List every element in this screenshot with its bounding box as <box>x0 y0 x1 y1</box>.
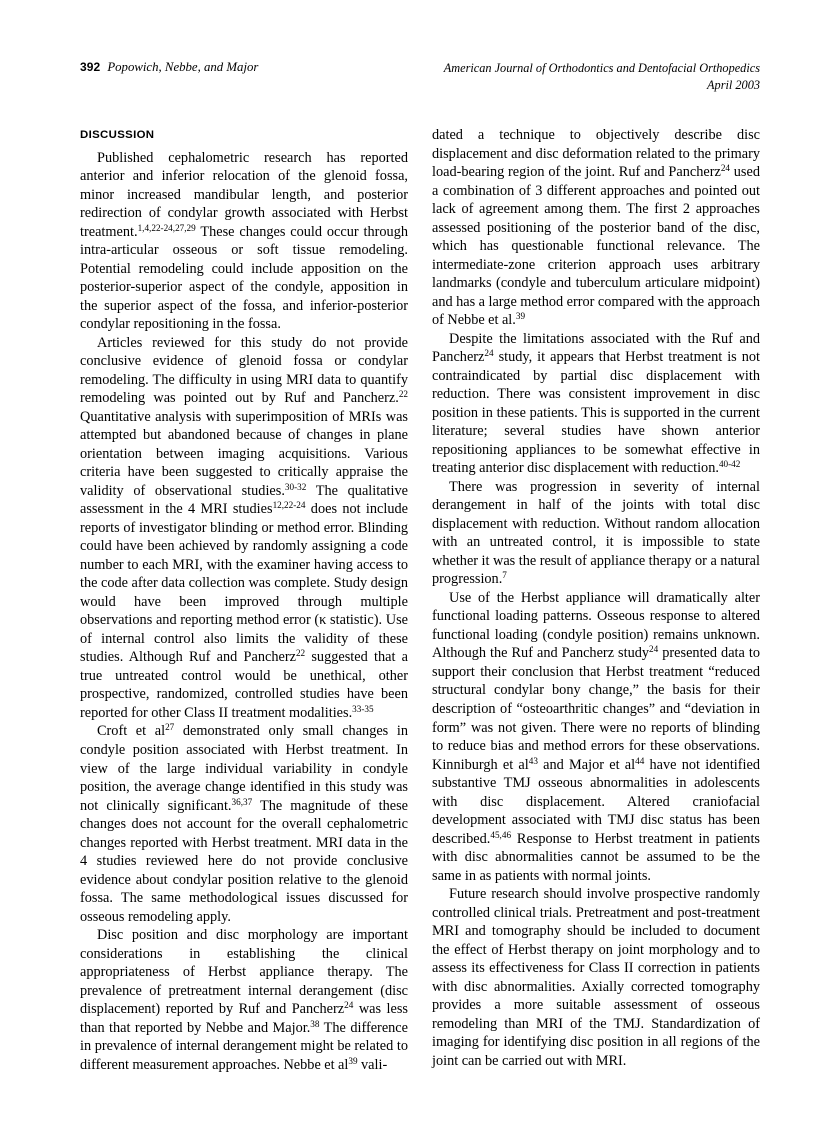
reference-superscript: 44 <box>635 755 645 766</box>
paragraph-r5: Future research should involve prospective randomly controlled clinical trials. Pretreatment and post-treatment MRI and tomography should be included to document the effect of Herbst therapy on joint morphology and to assess its effectiveness for Class II correction in patients with disc abnormalities. Axially corrected tomography provides a more suitable assessment of osseous remodeling than MRI of the TMJ. Standardization of imaging for identifying disc position in all regions of the joint can be carried out with MRI. <box>432 886 760 1069</box>
reference-superscript: 22 <box>295 648 306 659</box>
reference-superscript: 7 <box>502 570 507 581</box>
running-head-authors: Popowich, Nebbe, and Major <box>107 60 259 74</box>
journal-title: American Journal of Orthodontics and Dentofacial Orthopedics <box>443 61 760 75</box>
right-column <box>432 126 761 1069</box>
reference-superscript: 24 <box>720 163 731 174</box>
reference-superscript: 1,4,22-24,27,29 <box>137 222 196 233</box>
reference-superscript: 36,37 <box>231 796 253 807</box>
right-column-paragraphs <box>432 126 760 1070</box>
section-heading-discussion: DISCUSSION <box>80 129 155 141</box>
reference-superscript: 43 <box>528 755 538 766</box>
paragraph-r1: dated a technique to objectively describe disc displacement and disc deformation related to the primary load-bearing region of the joint. Ruf and Pancherz$^{24}$ used a combination of 3 different approaches and pointed out lack of agreement among them. The first 2 approaches assessed positioning of the posterior band of the disc, which has questionable functional relevance. The intermediate-zone criterion approach uses arbitrary landmarks (condyle and tuberculum articulare midpoint) and has a large method error compared with the approach of Nebbe et al.$^{39}$ <box>432 127 760 329</box>
reference-superscript: 39 <box>515 311 526 322</box>
reference-superscript: 40-42 <box>718 459 741 470</box>
reference-superscript: 39 <box>348 1055 358 1066</box>
running-head <box>80 60 760 106</box>
paragraph-r4: Use of the Herbst appliance will dramatically alter functional loading patterns. Osseous response to altered functional loading (condyle position) remains unknown. Although the Ruf and Pancherz study$^{24}$ presented data to support their conclusion that Herbst treatment “reduced structural condylar bony change,” the basis for their description of “osteoarthritic changes” and “deviation in form” was not given. There were no reports of blinding to reduce bias and method errors for these observations. Kinniburgh et $al^{43}$ and Major et $al^{44}$ have not identified substantive TMJ osseous abnormalities in adolescents with disc displacement. Altered craniofacial development associated with TMJ disc status has been described.$^{45,46}$ Response to Herbst treatment in patients with disc abnormalities cannot be assumed to be the same in as patients with normal joints. <box>432 589 761 884</box>
running-head-left <box>80 60 258 75</box>
reference-superscript: 45,46 <box>490 829 512 840</box>
reference-superscript: 27 <box>165 722 175 733</box>
left-column-paragraphs <box>80 149 408 1075</box>
reference-superscript: 12,22-24 <box>272 500 306 511</box>
two-column-body <box>80 126 761 1073</box>
running-head-right <box>444 60 760 93</box>
paragraph-p4: Disc position and disc morphology are important considerations in establishing the clinical appropriateness of Herbst appliance therapy. The prevalence of pretreatment internal derangement (disc displacement) reported by Ruf and Pancherz$^{24}$ was less than that reported by Nebbe and Major.$^{38}$ The difference in prevalence of internal derangement might be related to different measurement approaches. Nebbe et $al^{39}$ vali- <box>80 927 409 1073</box>
reference-superscript: 24 <box>344 1000 354 1011</box>
paragraph-r3: There was progression in severity of internal derangement in half of the joints with total disc displacement with reduction. Without random allocation with an untreated control, it is impossible to state whether it was the result of appliance therapy or a natural progression.$^7$ <box>432 478 760 588</box>
reference-superscript: 22 <box>398 389 408 400</box>
left-column <box>80 126 409 1073</box>
reference-superscript: 30-32 <box>284 482 307 492</box>
reference-superscript: 24 <box>484 348 494 359</box>
paragraph-p3: Croft et $al^{27}$ demonstrated only small changes in condyle position associated with Herbst treatment. In view of the large individual variability in condyle position, the average change identified in this study was not clinically significant.$^{36,37}$ The magnitude of these changes does not account for the overall cephalometric changes reported with Herbst treatment. MRI data in the 4 studies reviewed here do not provide conclusive evidence about condylar position relative to the glenoid fossa. The same methodological issues discussed for osseous remodeling apply. <box>80 722 408 925</box>
issue-date: April 2003 <box>707 77 760 92</box>
page-number: 392 <box>80 60 101 74</box>
reference-superscript: 24 <box>649 644 659 655</box>
paragraph-r2: Despite the limitations associated with the Ruf and Pancherz$^{24}$ study, it appears that Herbst treatment is not contraindicated by partial disc displacement with reduction. There was consistent improvement in disc position in these patients. This is supported in the current literature; several studies have shown anterior repositioning appliances to be somewhat effective in treating anterior disc displacement with reduction.$^{40-42}$ <box>432 330 760 477</box>
reference-superscript: 38 <box>310 1018 320 1029</box>
paragraph-p1: Published cephalometric research has reported anterior and inferior relocation of the glenoid fossa, minor increased mandibular length, and posterior redirection of condylar growth associated with Herbst treatment.$^{1,4,22-24,27,29}$ These changes could occur through intra-articular osseous or soft tissue remodeling. Potential remodeling could include apposition on the posterior-superior aspect of the condyle, apposition in the superior aspect of the fossa, and inferior-posterior condylar repositioning in the fossa. <box>80 149 408 333</box>
paragraph-p2: Articles reviewed for this study do not provide conclusive evidence of glenoid fossa or condylar remodeling. The difficulty in using MRI data to quantify remodeling was pointed out by Ruf and Pancherz.$^{22}$ Quantitative analysis with superimposition of MRIs was attempted but abandoned because of changes in plane orientation between imaging acquisitions. Various criteria have been suggested to critically appraise the validity of observational studies.$^{30-32}$ The qualitative assessment in the 4 MRI studies$^{12,22-24}$ does not include reports of investigator blinding or method error. Blinding could have been achieved by randomly assigning a code number to each MRI, with the examiner having access to the code after data collection was complete. Study design would have been improved through multiple observations and reporting method error (κ statistic). Use of internal control also limits the validity of these studies. Although Ruf and Pancherz$^{22}$ suggested that a true untreated control would be unethical, other prospective, randomized, controlled studies have been reported for other Class II treatment modalities.$^{33-35}$ <box>80 334 408 721</box>
reference-superscript: 33-35 <box>352 704 374 715</box>
